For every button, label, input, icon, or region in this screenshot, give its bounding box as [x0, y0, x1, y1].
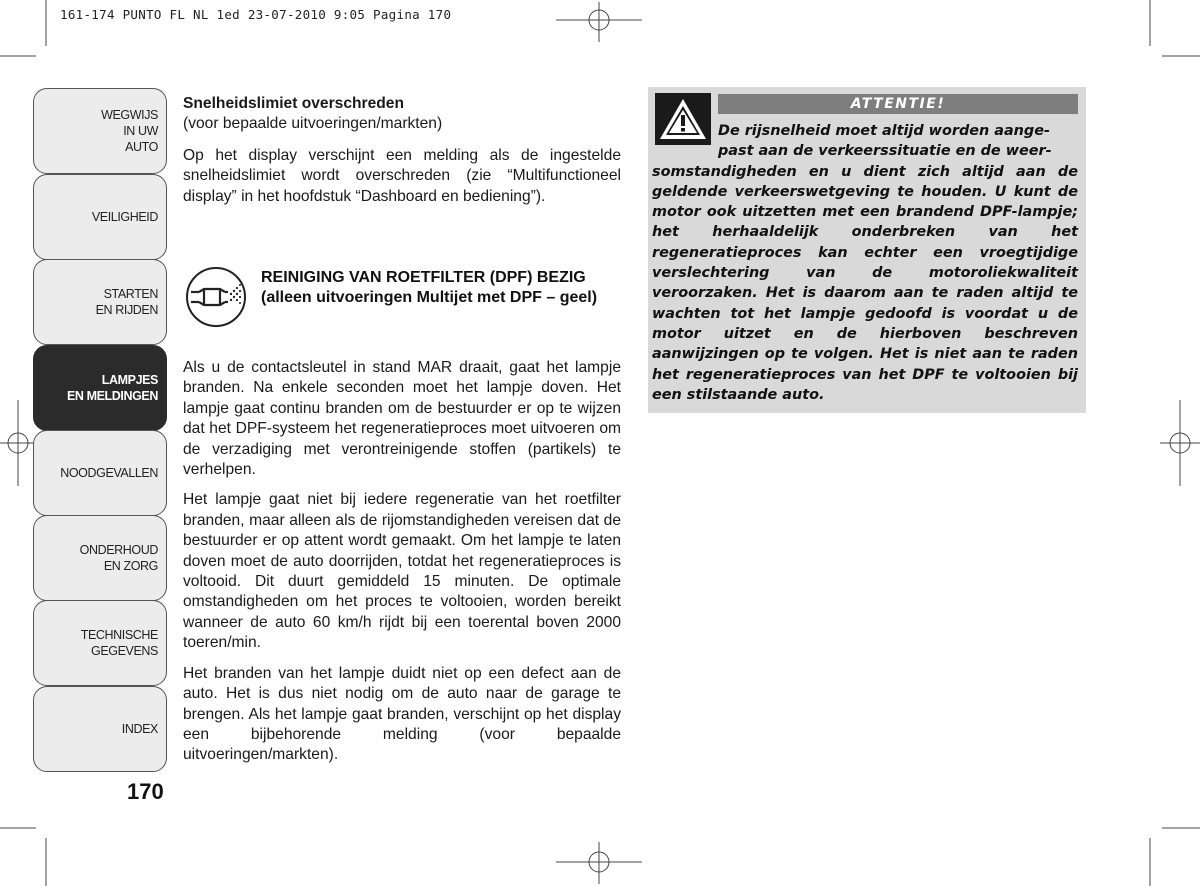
sidebar-tab-4[interactable]	[33, 345, 167, 431]
dpf-subtitle: (alleen uitvoeringen Multijet met DPF – geel)	[261, 288, 598, 306]
dpf-title: REINIGING VAN ROETFILTER (DPF) BEZIG	[261, 269, 586, 286]
sidebar-tab-label: INDEX	[121, 721, 158, 736]
sidebar-tab-label: ONDERHOUD EN ZORG	[79, 542, 158, 573]
sidebar-tab-label: TECHNISCHE GEGEVENS	[80, 627, 158, 658]
warning-rest: somstandigheden en u dient zich altijd aan de geldende verkeerswetgeving te houden. U kunt de motor ook uitzetten met een brandend DPF-lampje; het herhaaldelijk onderbreken van het regeneratieproces kan echter een vroegtijdige verslechtering van de motoroliekwaliteit veroorzaken. Het is daarom aan te raden altijd te wachten tot het lampje gedoofd is voordat u de motor uitzet en de hierboven beschreven aanwijzingen op te volgen. Het is niet aan te raden het regeneratieproces van het DPF te voltooien bij een stilstaande auto.	[652, 163, 1078, 403]
speed-limit-subtitle: (voor bepaalde uitvoeringen/markten)	[183, 115, 443, 133]
sidebar-tab-6[interactable]	[33, 515, 167, 601]
warning-text	[652, 121, 1078, 405]
page-number: 170	[127, 779, 164, 804]
sidebar-tab-5[interactable]	[33, 430, 167, 516]
speed-limit-title: Snelheidslimiet overschreden	[183, 95, 404, 112]
dpf-body	[183, 358, 621, 766]
warning-line-2: past aan de verkeerssituatie en de weer-	[718, 143, 1052, 160]
warning-line-1: De rijsnelheid moet altijd worden aange-	[718, 123, 1050, 139]
sidebar-tab-label: NOODGEVALLEN	[60, 465, 158, 480]
sidebar-tab-7[interactable]	[33, 600, 167, 686]
attention-label: ATTENTIE!	[718, 94, 1078, 114]
sidebar-tab-label: WEGWIJS IN UW AUTO	[101, 107, 158, 155]
sidebar-tab-2[interactable]	[33, 174, 167, 260]
dpf-paragraph-1: Als u de contactsleutel in stand MAR draait, gaat het lampje branden. Na enkele seconden moet het lampje doven. Het lampje gaat continu branden om de bestuurder er op te wijzen dat het DPF-systeem het regeneratieproces moet uitvoeren om de verzadiging met verontreinigende stoffen (partikels) te verhelpen.	[183, 359, 621, 479]
speed-limit-body: Op het display verschijnt een melding als de ingestelde snelheidslimiet wordt overschreden (zie “Multifunctioneel display” in het hoofdstuk “Dashboard en bediening”).	[183, 146, 621, 205]
sidebar-tab-label: VEILIGHEID	[91, 209, 158, 224]
sidebar-tab-label: LAMPJES EN MELDINGEN	[66, 372, 158, 403]
sidebar-tab-1[interactable]	[33, 88, 167, 174]
dpf-paragraph-2: Het lampje gaat niet bij iedere regeneratie van het roetfilter branden, maar alleen als de rijomstandigheden vereisen dat de bestuurder er op attent wordt gemaakt. Om het lampje te laten doven moet de auto doorrijden, totdat het regeneratieproces is voltooid. Dit duurt gemiddeld 15 minuten. De optimale omstandigheden om het proces te voltooien, worden bereikt wanneer de auto 60 km/h rijdt bij een toerental boven 2000 toeren/min.	[183, 491, 621, 652]
sidebar-tab-8[interactable]	[33, 686, 167, 772]
print-header: 161-174 PUNTO FL NL 1ed 23-07-2010 9:05 Pagina 170	[60, 7, 452, 22]
sidebar-tab-label: STARTEN EN RIJDEN	[95, 286, 158, 317]
speed-limit-section	[183, 94, 621, 207]
sidebar-tab-3[interactable]	[33, 259, 167, 345]
dpf-filter-icon	[184, 265, 248, 329]
dpf-heading	[261, 268, 621, 308]
dpf-paragraph-3: Het branden van het lampje duidt niet op een defect aan de auto. Het is dus niet nodig om de auto naar de garage te brengen. Als het lampje gaat branden, verschijnt op het display een bijbehorende melding (voor bepaalde uitvoeringen/markten).	[183, 664, 621, 764]
